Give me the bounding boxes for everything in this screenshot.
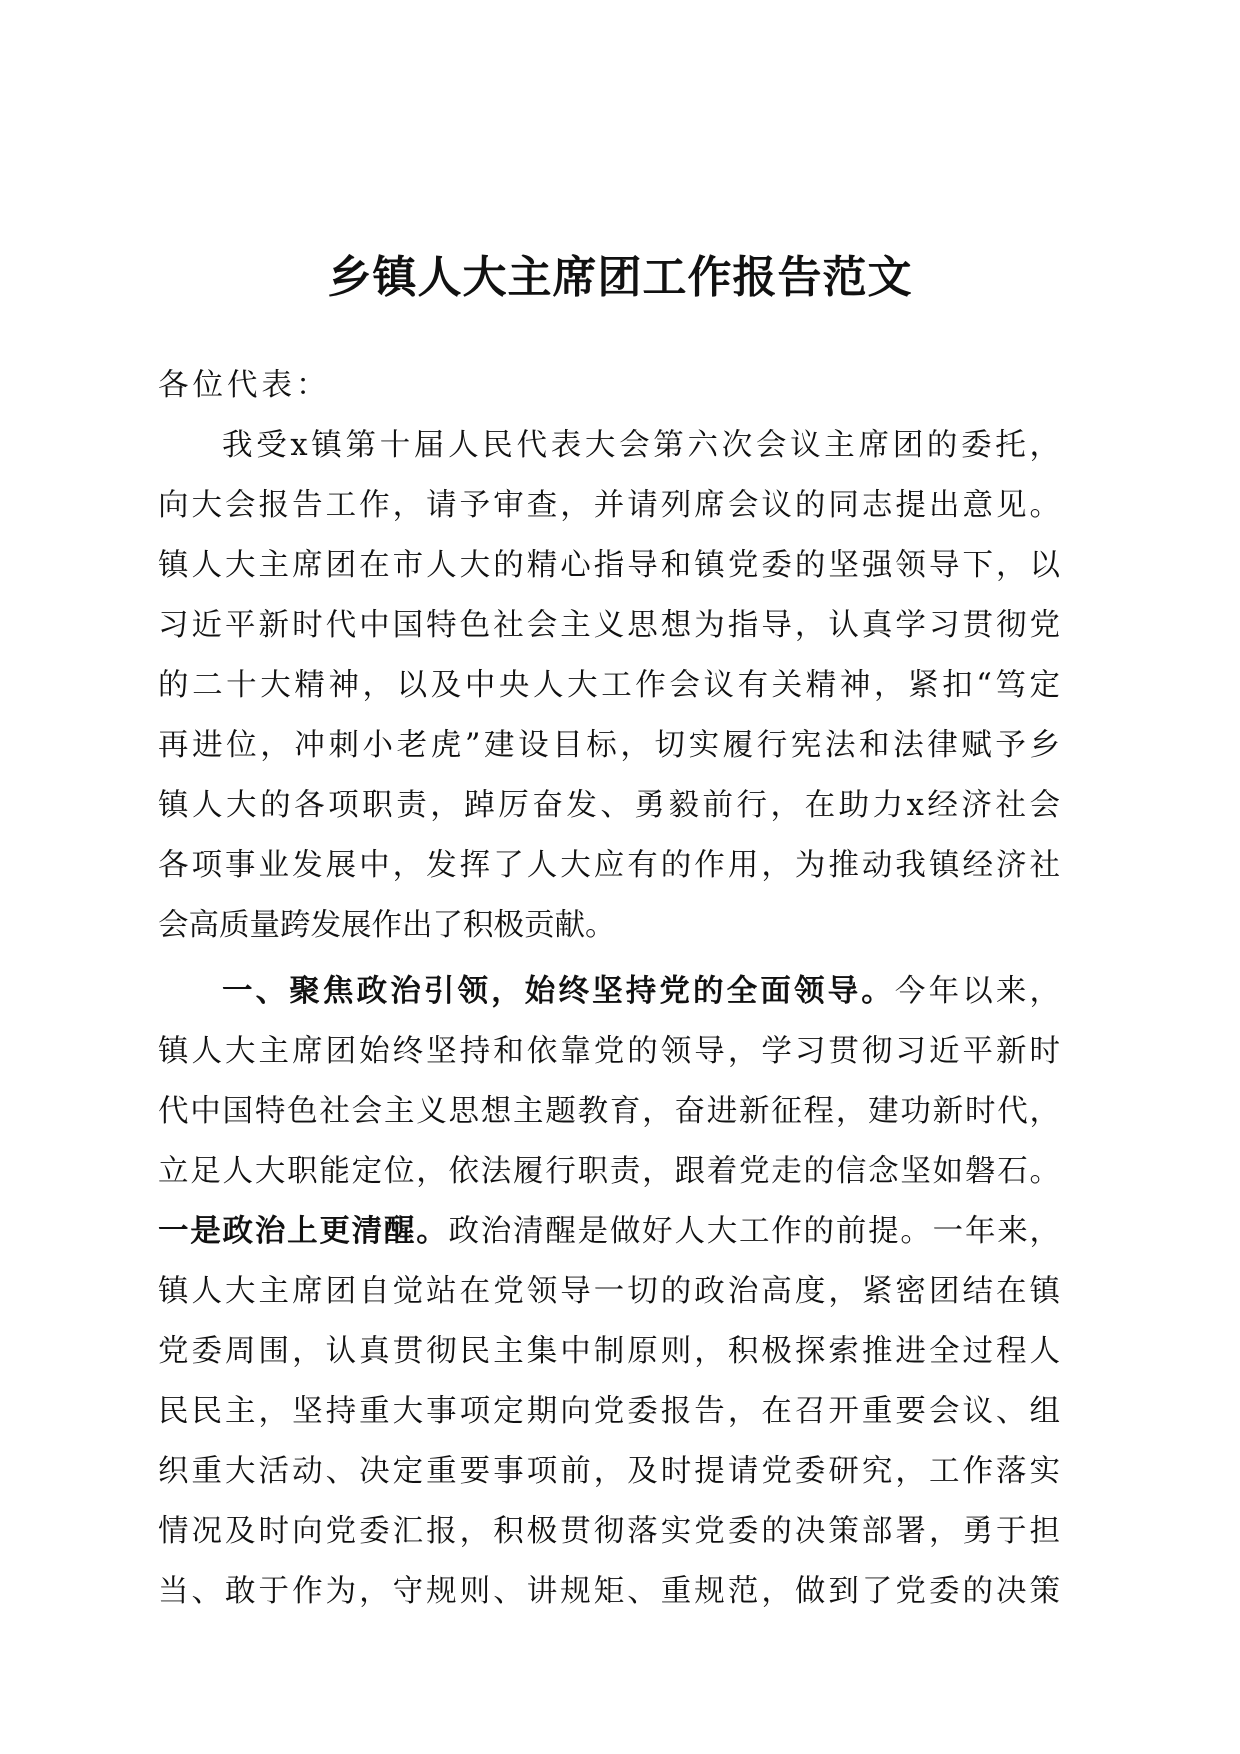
paragraph-line: 民民主，坚持重大事项定期向党委报告，在召开重要会议、组 bbox=[158, 1394, 1060, 1429]
paragraph-line: 当、敢于作为，守规则、讲规矩、重规范，做到了党委的决策 bbox=[158, 1574, 1060, 1609]
paragraph-line: 镇人大主席团在市人大的精心指导和镇党委的坚强领导下，以 bbox=[158, 548, 1060, 583]
paragraph-line: 织重大活动、决定重要事项前，及时提请党委研究，工作落实 bbox=[158, 1454, 1060, 1489]
paragraph-line: 代中国特色社会主义思想主题教育，奋进新征程，建功新时代， bbox=[158, 1094, 1060, 1129]
paragraph-line: 我受x镇第十届人民代表大会第六次会议主席团的委托， bbox=[222, 428, 1060, 463]
paragraph-line bbox=[158, 962, 1060, 1022]
paragraph-line: 立足人大职能定位，依法履行职责，跟着党走的信念坚如磐石。 bbox=[158, 1154, 1060, 1189]
sub-heading-rest: 政治清醒是做好人大工作的前提。一年来， bbox=[448, 1214, 1060, 1249]
document-body bbox=[158, 356, 1060, 1622]
salutation: 各位代表： bbox=[158, 368, 331, 403]
section-heading: 一、聚焦政治引领，始终坚持党的全面领导。 bbox=[222, 974, 895, 1009]
paragraph-line: 情况及时向党委汇报，积极贯彻落实党委的决策部署，勇于担 bbox=[158, 1514, 1060, 1549]
paragraph-line: 的二十大精神，以及中央人大工作会议有关精神，紧扣“笃定 bbox=[158, 668, 1060, 703]
paragraph-line: 镇人大主席团自觉站在党领导一切的政治高度，紧密团结在镇 bbox=[158, 1274, 1060, 1309]
paragraph-intro bbox=[158, 416, 1060, 956]
paragraph-line: 镇人大主席团始终坚持和依靠党的领导，学习贯彻习近平新时 bbox=[158, 1034, 1060, 1069]
paragraph-line bbox=[158, 1202, 1060, 1262]
paragraph-line: 再进位，冲刺小老虎”建设目标，切实履行宪法和法律赋予乡 bbox=[158, 728, 1060, 763]
paragraph-line: 党委周围，认真贯彻民主集中制原则，积极探索推进全过程人 bbox=[158, 1334, 1060, 1369]
paragraph-line: 会高质量跨发展作出了积极贡献。 bbox=[158, 908, 616, 943]
paragraph-line: 向大会报告工作，请予审查，并请列席会议的同志提出意见。 bbox=[158, 488, 1060, 523]
paragraph-line: 习近平新时代中国特色社会主义思想为指导，认真学习贯彻党 bbox=[158, 608, 1060, 643]
paragraph-line: 各项事业发展中，发挥了人大应有的作用，为推动我镇经济社 bbox=[158, 848, 1060, 883]
paragraph-section-1 bbox=[158, 962, 1060, 1622]
paragraph-line: 镇人大的各项职责，踔厉奋发、勇毅前行，在助力x经济社会 bbox=[158, 788, 1060, 823]
sub-heading: 一是政治上更清醒。 bbox=[158, 1214, 449, 1249]
section-heading-rest: 今年以来， bbox=[894, 974, 1060, 1009]
document-title: 乡镇人大主席团工作报告范文 bbox=[327, 252, 913, 303]
